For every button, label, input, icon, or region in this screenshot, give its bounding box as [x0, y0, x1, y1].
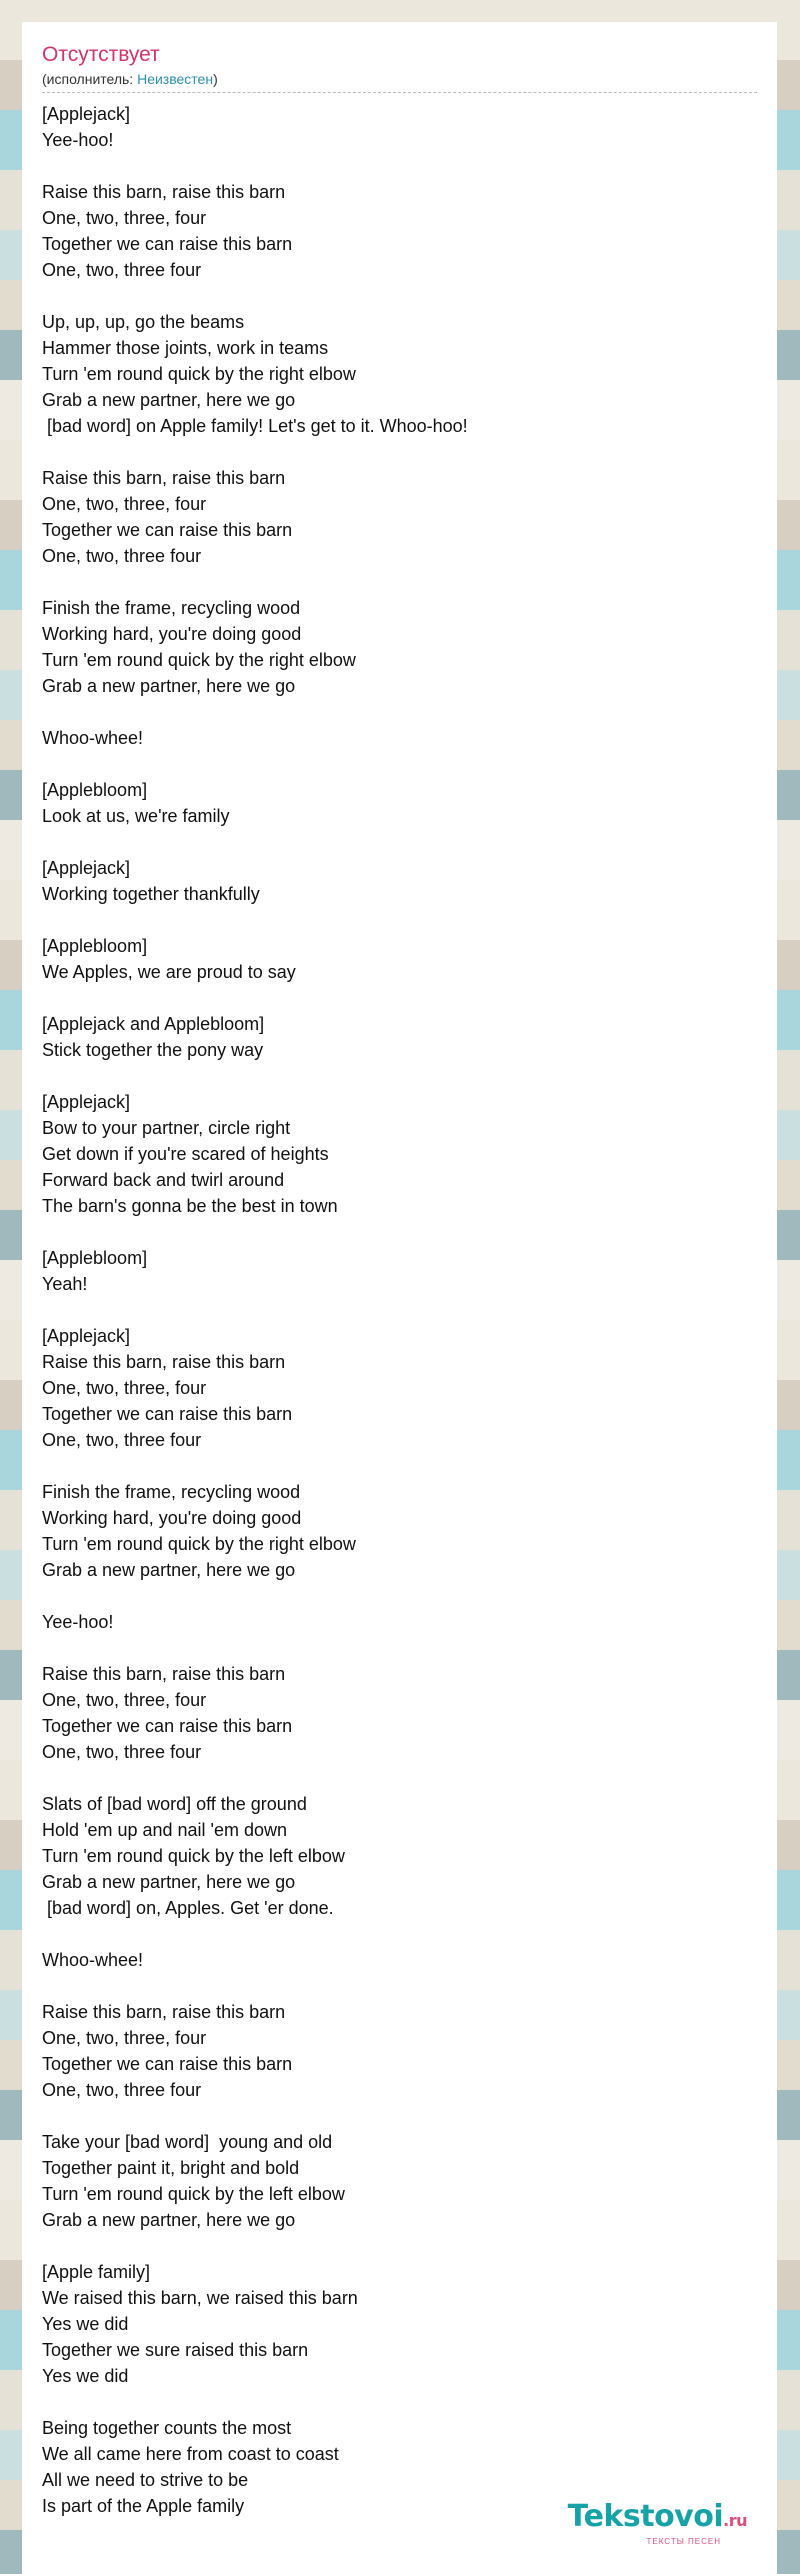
- song-title: Отсутствует: [42, 43, 160, 66]
- site-logo[interactable]: [567, 2499, 747, 2546]
- divider: [42, 92, 757, 93]
- lyrics-card: [22, 22, 777, 2574]
- artist-link[interactable]: Неизвестен: [137, 71, 214, 87]
- artist-suffix: ): [213, 71, 218, 87]
- lyrics-text: [Applejack] Yee-hoo! Raise this barn, raise this barn One, two, three, four Together we can raise this barn One, two, three four Up, up, up, go the beams Hammer those joints, work in teams Turn 'em round quick by the right elbow Grab a new partner, here we go [bad word] on Apple family! Let's get to it. Whoo-hoo! Raise this barn, raise this barn One, two, three, four Together we can raise this barn One, two, three four Finish the frame, recycling wood Working hard, you're doing good Turn 'em round quick by the right elbow Grab a new partner, here we go Whoo-whee! [Applebloom] Look at us, we're family [Applejack] Working together thankfully [Applebloom] We Apples, we are proud to say [Applejack and Applebloom] Stick together the pony way [Applejack] Bow to your partner, circle right Get down if you're scared of heights Forward back and twirl around The barn's gonna be the best in town [Applebloom] Yeah! [Applejack] Raise this barn, raise this barn One, two, three, four Together we can raise this barn One, two, three four Finish the frame, recycling wood Working hard, you're doing good Turn 'em round quick by the right elbow Grab a new partner, here we go Yee-hoo! Raise this barn, raise this barn One, two, three, four Together we can raise this barn One, two, three four Slats of [bad word] off the ground Hold 'em up and nail 'em down Turn 'em round quick by the left elbow Grab a new partner, here we go [bad word] on, Apples. Get 'er done. Whoo-whee! Raise this barn, raise this barn One, two, three, four Together we can raise this barn One, two, three four Take your [bad word] young and old Together paint it, bright and bold Turn 'em round quick by the left elbow Grab a new partner, here we go [Apple family] We raised this barn, we raised this barn Yes we did Together we sure raised this barn Yes we did Being together counts the most We all came here from coast to coast All we need to strive to be Is part of the Apple family: [42, 104, 468, 2516]
- artist-line: [42, 70, 757, 88]
- logo-main-text: Tekstovoi: [567, 2499, 724, 2534]
- logo-tld: .ru: [723, 2511, 747, 2530]
- logo-wordmark: [567, 2499, 747, 2536]
- artist-prefix: (исполнитель:: [42, 71, 138, 87]
- logo-tagline: ТЕКСТЫ ПЕСЕН: [646, 2537, 721, 2546]
